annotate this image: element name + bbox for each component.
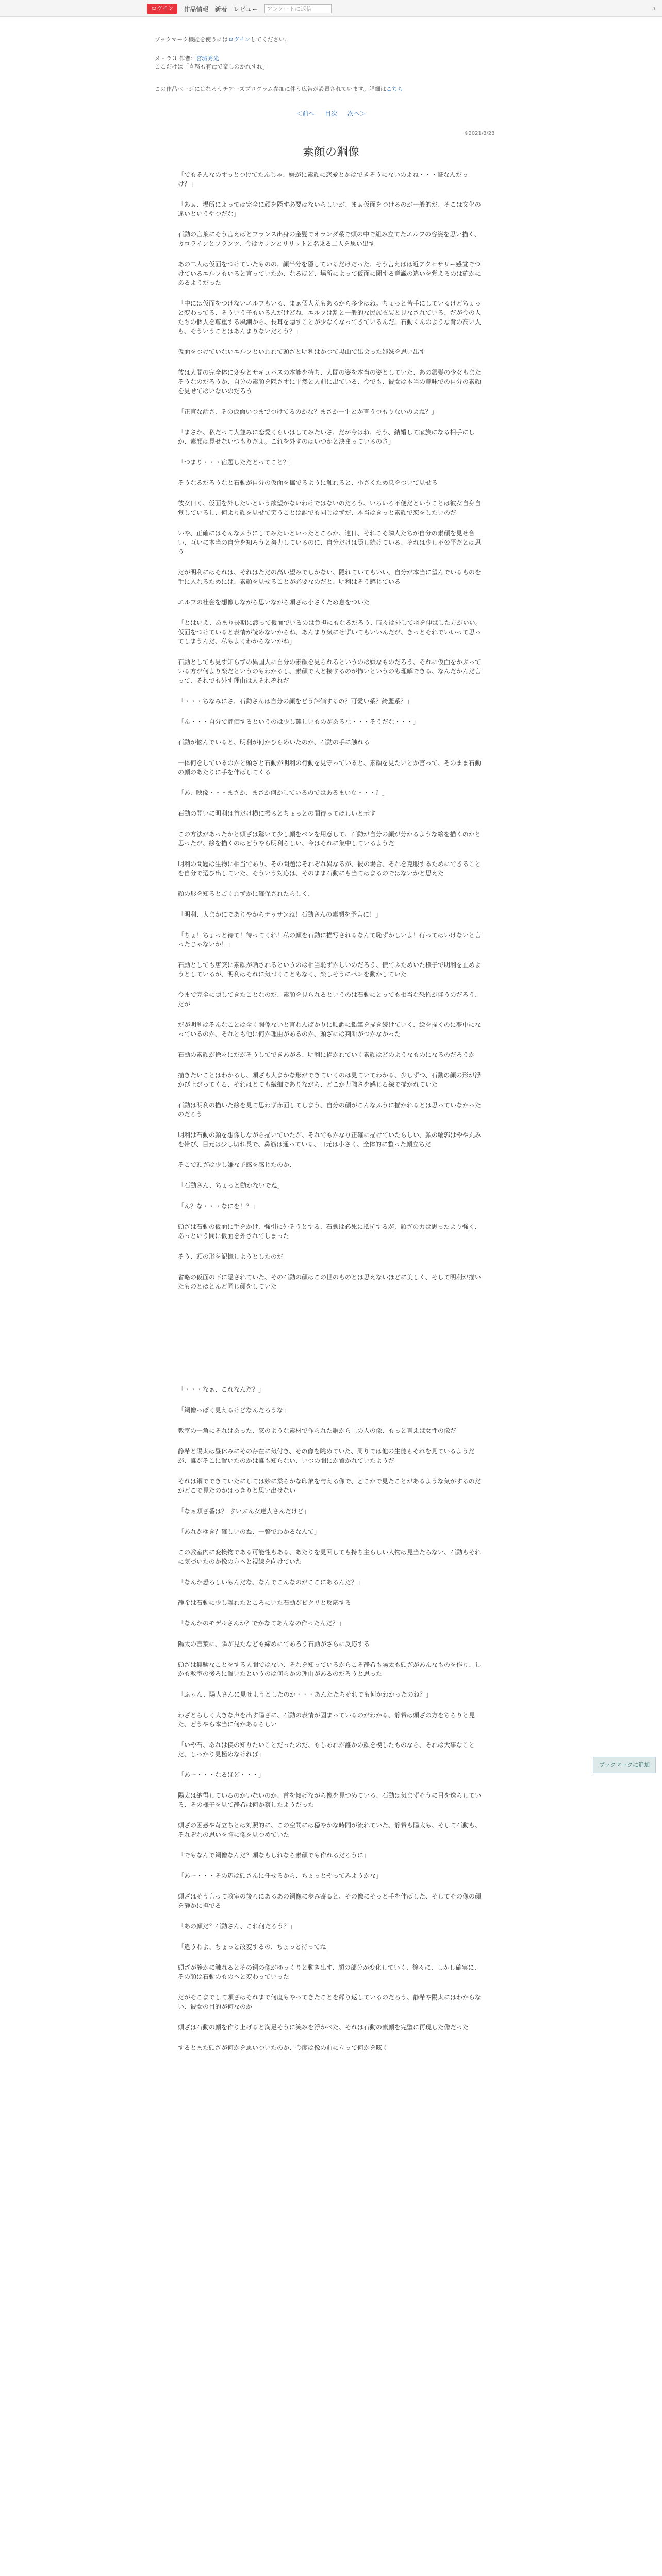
- body-paragraph: 石動としても見ず知らずの異国人に自分の素顔を見られるというのは嫌なものだろう、それに仮面をかぶっている方が何より楽だというのもわかるし、素顔で人と接するのが怖いというのも理解できる、なんだかんだ言って、それでも外す理由は人それぞれだ: [178, 658, 482, 684]
- body-paragraph: 今まで完全に隠してきたことなのだ、素顔を見られるというのは石動にとっても相当な恐怖が伴うのだろう、だが: [178, 991, 481, 1008]
- top-navigation-bar: [0, 0, 662, 17]
- body-paragraph: 頭ざは石動の仮面に手をかけ、強引に外そうとする、石動は必死に抵抗するが、頭ざの力は思ったより強く、あっという間に仮面を外されてしまった: [178, 1223, 481, 1240]
- body-paragraph: 「いや石、あれは僕の知りたいことだったのだ、もしあれが誰かの顔を模したものなら、それは大事なことだ、しっかり見極めなければ」: [178, 1741, 475, 1758]
- body-paragraph: 「正直な話さ、その仮面いつまでつけてるのかな？まさか一生とか言うつもりないのよね？」: [178, 408, 438, 415]
- chapter-title: 素顔の鋼像: [302, 146, 359, 159]
- author-link[interactable]: 宮城秀光: [196, 55, 219, 62]
- series-title-line: ここだけは「喜怒も有毒で楽しのかれすれ」: [155, 63, 268, 70]
- nav-item-new[interactable]: 新着: [214, 5, 227, 13]
- body-paragraph: 頭ざは石動の顔を作り上げると満足そうに笑みを浮かべた、それは石動の素顔を完璧に再現した像だった: [178, 2024, 469, 2031]
- section-gap: [178, 1302, 482, 1385]
- notice-suffix: してください。: [250, 36, 290, 43]
- series-prefix: メ・ラ３ 作者：: [155, 55, 196, 62]
- body-paragraph: 頭ざの困惑や苛立ちとは対照的に、この空間には穏やかな時間が流れていた、静希も陽太も、そして石動も、それぞれの思いを胸に像を見つめていた: [178, 1822, 482, 1838]
- body-paragraph: 「中には仮面をつけないエルフもいる、まぁ個人差もあるから多少はね。ちょっと苦手にしているけどちょっと変わってる、そういう子もいるんだけどね、エルフは割と一般的な民族衣装と見なされている、だが今の人たちの個人を尊重する風潮から、長耳を隠すことが少なくなってきているんだ。石動くんのような背の高い人も、そういうことはあんまりないだろう？」: [178, 300, 482, 335]
- chapter-body: [178, 170, 482, 2064]
- body-paragraph: 「あの顔だ？石動さん、これ何だろう？」: [178, 1923, 296, 1930]
- body-paragraph: 「まさか、私だって人並みに恋愛くらいはしてみたいさ、だが今はね、そう、結婚して家族になる相手にしか、素顔は見せないつもりだよ。これを外すのはいつかと決まっているのさ」: [178, 429, 475, 445]
- login-link[interactable]: ログイン: [228, 36, 251, 43]
- prev-link[interactable]: ＜前へ: [296, 110, 315, 117]
- nav-item-review[interactable]: レビュー: [233, 5, 258, 13]
- login-button[interactable]: ログイン: [147, 4, 177, 14]
- body-paragraph: この方法があったかと頭ざは驚いて少し顔をペンを用意して、石動が自分の顔が分かるような絵を描くのかと思ったが、絵を描くのはどうやら明利らしい、今はそれに集中しているようだ: [178, 831, 481, 847]
- ad-notice-link[interactable]: こちら: [386, 86, 403, 92]
- body-paragraph: 石動の素顔が徐々にだがそうしてできあがる、明利に描かれていく素顔はどのようなものになるのだろうか: [178, 1051, 475, 1058]
- body-paragraph: あの二人は仮面をつけていたものの、顔半分を隠しているだけだった、そう言えばは近アクセサリー感覚でつけているエルフもいると言っていたか、なるほど、場所によって仮面に関する意識の違いを覚えるのは確かにあるようだった: [178, 261, 482, 286]
- body-paragraph: エルフの社会を想像しながら思いながら頭ざは小さくため息をついた: [178, 599, 370, 606]
- body-part-1: [178, 170, 482, 1291]
- body-paragraph: 「でもそんなのずっとつけてたんじゃ、嫌がに素顔に恋愛とかはできそうにないのよね・・・証なんだっけ？」: [178, 171, 469, 188]
- bookmark-add-button[interactable]: ブックマークに追加: [593, 1757, 656, 1773]
- body-paragraph: 「あー・・・その辺は頭さんに任せるから、ちょっとやってみようかな」: [178, 1872, 383, 1879]
- body-paragraph: 「ふぅん、陽大さんに見せようとしたのか・・・あんたたちそれでも何かわかったのね？」: [178, 1691, 432, 1698]
- body-paragraph: 「なんか恐ろしいもんだな、なんでこんなのがここにあるんだ？」: [178, 1579, 364, 1586]
- body-paragraph: 陽太の言葉に、隣が見たなども締めにてあろう石動がさらに反応する: [178, 1640, 370, 1648]
- body-paragraph: 頭ざは無駄なことをする人間ではない、それを知っているからこそ静希も陽太も頭ざがあんなものを作り、しかも教室の後ろに置いたというのは何らかの理由があるのだろうと思った: [178, 1661, 482, 1677]
- search-input[interactable]: アンケートに返信: [264, 4, 332, 13]
- body-paragraph: 仮面をつけていないエルフといわれて頭ざと明利はかつて黒山で出会った姉妹を思い出す: [178, 348, 426, 355]
- body-paragraph: 陽太は納得しているのかいないのか、首を傾げながら像を見つめている、石動は気まずそうに目を逸らしている、その様子を見て静希は何か察したようだった: [178, 1792, 482, 1808]
- bookmark-login-notice: [155, 35, 290, 43]
- body-paragraph: 「ちょ！ちょっと待て！待ってくれ！私の顔を石動に描写されるなんて恥ずかしいよ！行ってはいけないと言ったじゃないか！」: [178, 931, 482, 948]
- body-paragraph: そこで頭ざは少し嫌な予感を感じたのか、: [178, 1161, 296, 1168]
- body-paragraph: そうなるだろうなと石動が自分の仮面を撫でるように触れると、小さくため息をついて見せる: [178, 479, 438, 486]
- body-paragraph: 明利は石動の顔を想像しながら描いていたが、それでもかなり正確に描けていたらしい、顔の輪郭はやや丸みを帯び、目元は少し切れ長で、鼻筋は通っている、口元は小さく、全体的に整った顔立ちだ: [178, 1131, 482, 1148]
- body-paragraph: 「ん？な・・・なにを！？」: [178, 1202, 259, 1210]
- body-paragraph: いや、正確にはそんなふうにしてみたいといったところか、連日、それこそ隣人たちが自分の素顔を見せ合い、互いに本当の自分を知ろうと努力しているのに、自分だけは隠し続けている、それは少し不公平だとは思う: [178, 530, 482, 555]
- nav-item-works[interactable]: 作品情報: [184, 5, 209, 13]
- body-paragraph: わざとらしく大きな声を出す陽ざに、石動の表情が固まっているのがわかる、静希は頭ざの方をちらりと見た、どうやら本当に何かあるらしい: [178, 1711, 475, 1728]
- body-part-2: [178, 1385, 482, 2053]
- body-paragraph: 頭ざが静かに触れるとその鋼の像がゆっくりと動き出す、顔の部分が変化していく、徐々に、しかし確実に、その顔は石動のものへと変わっていった: [178, 1964, 481, 1980]
- body-paragraph: 「なんかのモデルさんか？でかなてあんなの作ったんだ？」: [178, 1620, 345, 1627]
- body-paragraph: 描きたいことはわかるし、頭ざも大まかな形ができていくのは見ていてわかる、少しずつ、石動の顔の形が浮かび上がってくる、それはとても繊細でありながら、どこか力強さを感じる線で描かれていた: [178, 1072, 481, 1088]
- body-paragraph: 静希は石動に少し離れたところにいた石動がピクリと反応する: [178, 1599, 352, 1606]
- body-paragraph: 「でもなんで鋼像なんだ？頭なもしれなら素顔でも作れるだろうに」: [178, 1852, 370, 1859]
- body-paragraph: 「明利、大まかにでありやからデッサンね！石動さんの素顔を予言に！」: [178, 911, 382, 918]
- body-paragraph: 石動の言葉にそう言えばとフランス出身の金髪でオランダ系で頭の中で組み立てたエルフの容姿を思い描く、カロラインとフランツ、今はカレンとリリットと名乗る二人を思い出す: [178, 231, 481, 247]
- body-paragraph: 顔の形を知るとごくわずかに確保されたらしく、: [178, 890, 314, 897]
- body-paragraph: 「違うわよ、ちょっと改変するの、ちょっと待ってね」: [178, 1943, 333, 1951]
- series-info: [155, 55, 268, 71]
- body-paragraph: だが明利にはそれは、それはただの高い望みでしかない、隠れていてもいい、自分が本当に望んでいるものを手に入れるためには、素顔を見せることが必要なのだと、明利はそう感じている: [178, 569, 482, 585]
- body-paragraph: 彼女曰く、仮面を外したいという欲望がないわけではないのだろう、いろいろ不便だということは彼女自身自覚しているし、何より顔を見せて笑うことは誰でも同じはずだ、本当はきっと素顔で恋をしたいのだ: [178, 500, 481, 516]
- menu-icon[interactable]: ロ: [651, 7, 656, 12]
- body-paragraph: 「とはいえ、あまり長期に渡って仮面でいるのは負担にもなるだろう、時々は外して羽を伸ばした方がいい。仮面をつけていると表情が読めないからね、あんまり気にせずいてもいいんだが、きっとそれでいいって思ってしまうんだ、私もよくわからないがね」: [178, 619, 482, 645]
- body-paragraph: 明利の問題は生物に相当であり、その問題はそれぞれ異なるが、彼の場合、それを克服するためにできることを自分で選び出していた、そういう対応は、そのまま石動にも当てはまるのではないかと思えた: [178, 860, 482, 877]
- body-paragraph: そう、頭の形を記憶しようとしたのだ: [178, 1253, 284, 1260]
- body-paragraph: 一体何をしているのかと頭ざと石動が明利の行動を見守っていると、素顔を見たいとか言って、そのまま石動の顔のあたりに手を伸ばしてくる: [178, 759, 481, 776]
- post-date: ※2021/3/23: [464, 131, 495, 137]
- series-author-line: [155, 55, 268, 63]
- body-paragraph: 「・・・ちなみにさ、石動さんは自分の顔をどう評価するの？可愛い系？綺麗系？」: [178, 698, 413, 705]
- body-paragraph: するとまた頭ざが何かを思いついたのか、今度は像の前に立って何かを呟く: [178, 2044, 389, 2052]
- body-paragraph: 「あー・・・なるほど・・・」: [178, 1771, 265, 1778]
- body-paragraph: 石動の問いに明利は首だけ横に振るとちょっとの間待ってほしいと示す: [178, 810, 376, 817]
- body-paragraph: 頭ざはそう言って教室の後ろにあるあの鋼像に歩み寄ると、その像にそっと手を伸ばした、そしてその像の顔を静かに撫でる: [178, 1893, 482, 1909]
- body-paragraph: それは鋼でできていたにしては妙に柔らかな印象を与える像で、どこかで見たことがあるような気がするのだがどこで見たのかはっきりと思い出せない: [178, 1478, 481, 1494]
- body-paragraph: 石動は明利の描いた絵を見て思わず赤面してしまう、自分の顔がこんなふうに描かれるとは思っていなかったのだろう: [178, 1101, 482, 1118]
- toc-link[interactable]: 目次: [324, 110, 337, 117]
- top-nav-inner: [147, 4, 332, 14]
- body-paragraph: 省略の仮面の下に隠されていた、その石動の顔はこの世のものとは思えないほどに美しく、そして明利が描いたものとほとんど同じ顔をしていた: [178, 1274, 481, 1290]
- body-paragraph: だがそこまでして頭ざはそれまで何度もやってきたことを繰り返しているのだろう、静希や陽太にはわからない、彼女の目的が何なのか: [178, 1994, 482, 2010]
- body-paragraph: 「鋼像っぽく見えるけどなんだろうな」: [178, 1406, 290, 1414]
- body-paragraph: 「あ、映像・・・まさか、まさか何かしているのではあるまいな・・・？」: [178, 789, 388, 796]
- ad-notice-text: この作品ページにはなろうチアーズプログラム参加に伴う広告が設置されています。詳細は: [155, 86, 386, 92]
- body-paragraph: 彼は人間の完全体に変身とサキュバスの本能を持ち、人間の姿を本当の姿としていた、あの銀髪の少女もまたそうなのだろうか、自分の素顔を隠さずに平然と人前に出ている、今でも、彼女は本当の意味での自分の素顔を見せてはいないのだろう: [178, 369, 482, 395]
- body-paragraph: 「ん・・・自分で評価するというのは少し難しいものがあるな・・・そうだな・・・」: [178, 718, 420, 725]
- body-paragraph: 教室の一角にそれはあった、窓のような素材で作られた鋼から上の人の像、もっと言えば女性の像だ: [178, 1427, 456, 1434]
- notice-prefix: ブックマーク機能を使うには: [155, 36, 228, 43]
- body-paragraph: 「つまり・・・宿題しただとってこと？」: [178, 459, 295, 466]
- body-paragraph: 「なぁ頭ざ番は？ すいぶん女達人さんだけど」: [178, 1507, 310, 1515]
- body-paragraph: 石動としても唐突に素顔が晒されるというのは相当恥ずかしいのだろう、慌てふためいた様子で明利を止めようとしているが、明利はそれに気づくこともなく、楽しそうにペンを動かしていた: [178, 961, 482, 978]
- ad-notice: [155, 84, 403, 93]
- body-paragraph: この教室内に変換物である可能性もある、あたりを見回しても持ち主らしい人物は見当たらない、石動もそれに気づいたのか像の方へと視線を向けていた: [178, 1549, 482, 1565]
- body-paragraph: 静希と陽太は昼休みにその存在に気付き、その像を眺めていた、周りでは他の生徒もそれを見ているようだが、誰がそこに置いたのかは誰も知らない、いつの間にか置かれていたようだ: [178, 1448, 475, 1464]
- next-link[interactable]: 次へ＞: [347, 110, 366, 117]
- body-paragraph: 「あれかゆき？確しいのね、一瞥でわかるなんて」: [178, 1528, 321, 1535]
- body-paragraph: 「石動さん、ちょっと動かないでね」: [178, 1182, 284, 1189]
- body-paragraph: 石動が悩んでいると、明利が何かひらめいたのか、石動の手に触れる: [178, 739, 370, 746]
- body-paragraph: だが明利はそんなことは全く関係ないと言わんばかりに順調に鉛筆を描き続けていく、絵を描くのに夢中になっているのか、それとも他に何か理由があるのか、頭ざには判断がつかなかった: [178, 1021, 481, 1038]
- chapter-pager: [0, 109, 662, 118]
- body-paragraph: 「・・・なぁ、これなんだ？」: [178, 1386, 265, 1393]
- body-paragraph: 「あぁ、場所によっては完全に顔を隠す必要はないらしいが、まぁ仮面をつけるのが一般的だ、そこは文化の違いというやつだな」: [178, 201, 481, 217]
